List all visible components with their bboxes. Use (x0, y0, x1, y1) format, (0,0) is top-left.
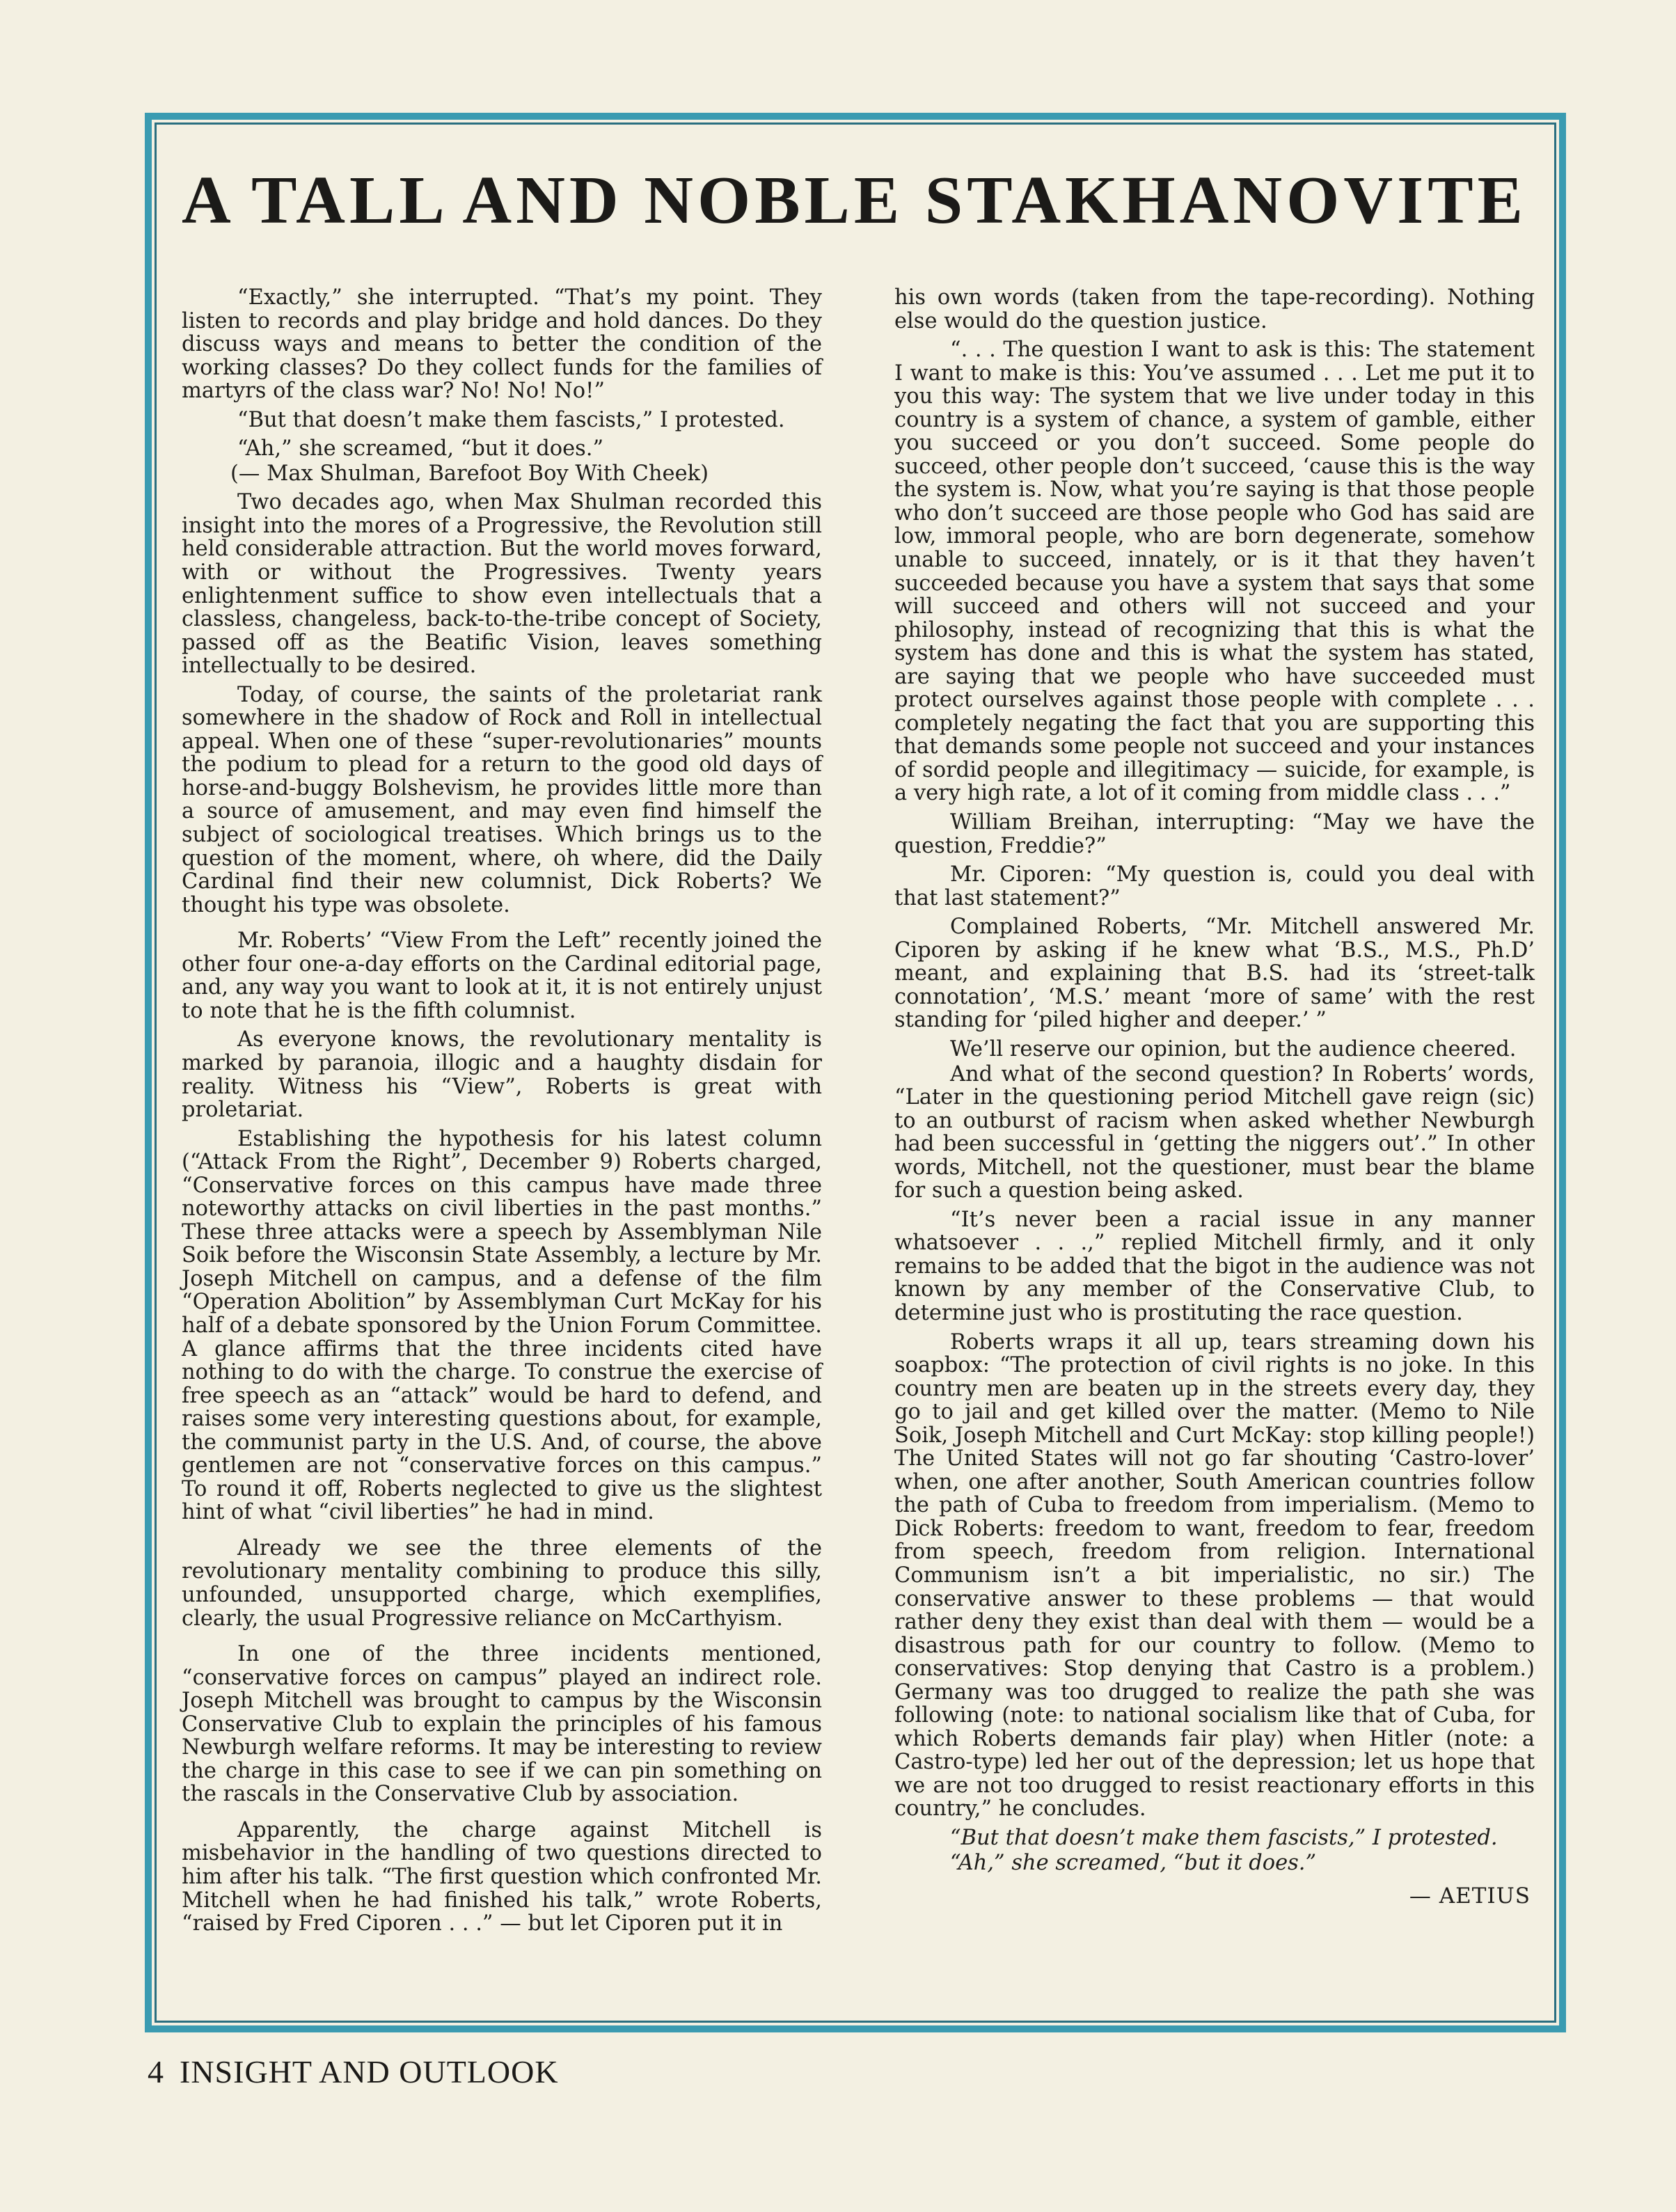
body-paragraph: “It’s never been a racial issue in any manner whatsoever . . .,” replied Mitchell firmly, and it only remains to be added that the bigot in the audience was not known by any member of the Conservative Club, to determine just who is prostituting the race question. (894, 1207, 1535, 1325)
publication-name: INSIGHT AND OUTLOOK (180, 2054, 559, 2089)
body-paragraph: In one of the three incidents mentioned, “conservative forces on campus” played an indirect role. Joseph Mitchell was brought to campus by the Wisconsin Conservative Club to explain the principles of his famous Newburgh welfare reforms. It may be interesting to review the charge in this case to see if we can pin something on the rascals in the Conservative Club by association. (182, 1642, 822, 1807)
body-paragraph: Mr. Ciporen: “My question is, could you deal with that last statement?” (894, 862, 1535, 910)
body-paragraph: William Breihan, interrupting: “May we have the question, Freddie?” (894, 810, 1535, 858)
article-title: A TALL AND NOBLE STAKHANOVITE (182, 163, 1528, 238)
body-paragraph: We’ll reserve our opinion, but the audience cheered. (950, 1036, 1517, 1061)
body-paragraph: Roberts wraps it all up, tears streaming down his soapbox: “The protection of civil rights is no joke. In this country men are beaten up in the streets every day, they go to jail and get killed over the matter. (Memo to Nile Soik, Joseph Mitchell and Curt McKay: stop killing people!) The United States will not go far shouting ‘Castro-lover’ when, one after another, South American countries follow the path of Cuba to freedom from imperialism. (Memo to Dick Roberts: freedom to want, freedom to fear, freedom from speech, freedom from religion. International Communism isn’t a bit imperialistic, no sir.) The conservative answer to these problems — that would rather deny they exist than deal with them — would be a disastrous path for our country to follow. (Memo to conservatives: Stop denying that Castro is a problem.) Germany was too drugged to realize the path she was following (note: to national socialism like that of Cuba, for which Roberts demands fair play) when Hitler (note: a Castro-type) led her out of the depression; let us hope that we are not too drugged to resist reactionary efforts in this country,” he concludes. (894, 1329, 1535, 1822)
body-paragraph: Establishing the hypothesis for his latest column (“Attack From the Right”, December 9) Roberts charged, “Conservative forces on this campus have made three noteworthy attacks on civil liberties in the past months.” These three attacks were a speech by Assemblyman Nile Soik before the Wisconsin State Assembly, a lecture by Mr. Joseph Mitchell on campus, and a defense of the film “Operation Abolition” by Assemblyman Curt McKay for his half of a debate sponsored by the Union Forum Committee. A glance affirms that the three incidents cited have nothing to do with the charge. To construe the exercise of free speech as an “attack” would be hard to defend, and raises some very interesting questions about, for example, the communist party in the U.S. And, of course, the above gentlemen are not “conservative forces on this campus.” To round it off, Roberts neglected to give us the slightest hint of what “civil liberties” he had in mind. (182, 1126, 822, 1525)
body-paragraph: Mr. Roberts’ “View From the Left” recently joined the other four one-a-day efforts on the Cardinal editorial page, and, any way you want to look at it, it is not entirely unjust to note that he is the fifth columnist. (182, 929, 822, 1023)
article-frame-inner (155, 123, 1556, 2023)
left-column (182, 286, 822, 1941)
body-paragraph: Apparently, the charge against Mitchell is misbehavior in the handling of two questions directed to him after his talk. “The first question which confronted Mr. Mitchell when he had finished his talk,” wrote Roberts, “raised by Fred Ciporen . . .” — but let Ciporen put it in (182, 1817, 822, 1936)
quoted-question: “. . . The question I want to ask is this: The statement I want to make is this: You’ve assumed . . . Let me put it to you this way: The system that we live under today in this country is a system of chance, a system of gamble, either you succeed or you don’t succeed. Some people do succeed, other people don’t succeed, ‘cause this is the way the system is. Now, what you’re saying is that those people who don’t succeed are those people who God has said are low, immoral people, who are born degenerate, somehow unable to succeed, innately, or is it that they haven’t succeeded because you have a system that says that some will succeed and others will not succeed and your philosophy, instead of recognizing that this is what the system has done and this is what the system has stated, are saying that we people who have succeeded must protect ourselves against those people with complete . . . completely negating the fact that you are supporting this that demands some people not succeed and your instances of sordid people and illegitimacy — suicide, for example, is a very high rate, a lot of it coming from middle class . . .” (894, 338, 1535, 806)
closing-quote: “Ah,” she screamed, “but it does.” (950, 1850, 1317, 1875)
page-footer (148, 2053, 559, 2090)
epigraph-paragraph: “Ah,” she screamed, “but it does.” (237, 436, 604, 461)
body-paragraph: As everyone knows, the revolutionary mentality is marked by paranoia, illogic and a haughty disdain for reality. Witness his “View”, Roberts is great with proletariat. (182, 1027, 822, 1123)
body-paragraph: his own words (taken from the tape-recording). Nothing else would do the question justice. (894, 285, 1535, 333)
article-frame (145, 113, 1566, 2032)
author-signature: — AETIUS (1409, 1883, 1531, 1909)
body-paragraph: Today, of course, the saints of the proletariat rank somewhere in the shadow of Rock and Roll in intellectual appeal. When one of these “super-revolutionaries” mounts the podium to plead for a return to the good old days of horse-and-buggy Bolshevism, he provides little more than a source of amusement, and may even find himself the subject of sociological treatises. Which brings us to the question of the moment, where, oh where, did the Daily Cardinal find their new columnist, Dick Roberts? We thought his type was obsolete. (182, 682, 822, 917)
body-paragraph: And what of the second question? In Roberts’ words, “Later in the questioning period Mitchell gave reign (sic) to an outburst of racism when asked whether Newburgh had been successful in ‘getting the niggers out’.” In other words, Mitchell, not the questioner, must bear the blame for such a question being asked. (894, 1061, 1535, 1203)
epigraph-paragraph: “But that doesn’t make them fascists,” I protested. (237, 407, 785, 432)
epigraph-citation: (— Max Shulman, Barefoot Boy With Cheek) (230, 461, 709, 486)
body-paragraph: Two decades ago, when Max Shulman recorded this insight into the mores of a Progressive, the Revolution still held considerable attraction. But the world moves forward, with or without the Progressives. Twenty years enlightenment suffice to show even intellectuals that a classless, changeless, back-to-the-tribe concept of Society, passed off as the Beatific Vision, leaves something intellectually to be desired. (182, 490, 822, 679)
right-column (894, 286, 1535, 1908)
epigraph-paragraph: “Exactly,” she interrupted. “That’s my point. They listen to records and play bridge and hold dances. Do they discuss ways and means to better the condition of the working classes? Do they collect funds for the families of martyrs of the class war? No! No! No!” (182, 285, 822, 404)
body-paragraph: Already we see the three elements of the revolutionary mentality combining to produce this silly, unfounded, unsupported charge, which exemplifies, clearly, the usual Progressive reliance on McCarthyism. (182, 1535, 822, 1631)
closing-quote: “But that doesn’t make them fascists,” I protested. (950, 1826, 1498, 1850)
page-number: 4 (148, 2054, 164, 2089)
body-paragraph: Complained Roberts, “Mr. Mitchell answered Mr. Ciporen by asking if he knew what ‘B.S., M.S., Ph.D’ meant, and explaining that B.S. had its ‘street-talk connotation’, ‘M.S.’ meant ‘more of same’ with the rest standing for ‘piled higher and deeper.’ ” (894, 915, 1535, 1033)
